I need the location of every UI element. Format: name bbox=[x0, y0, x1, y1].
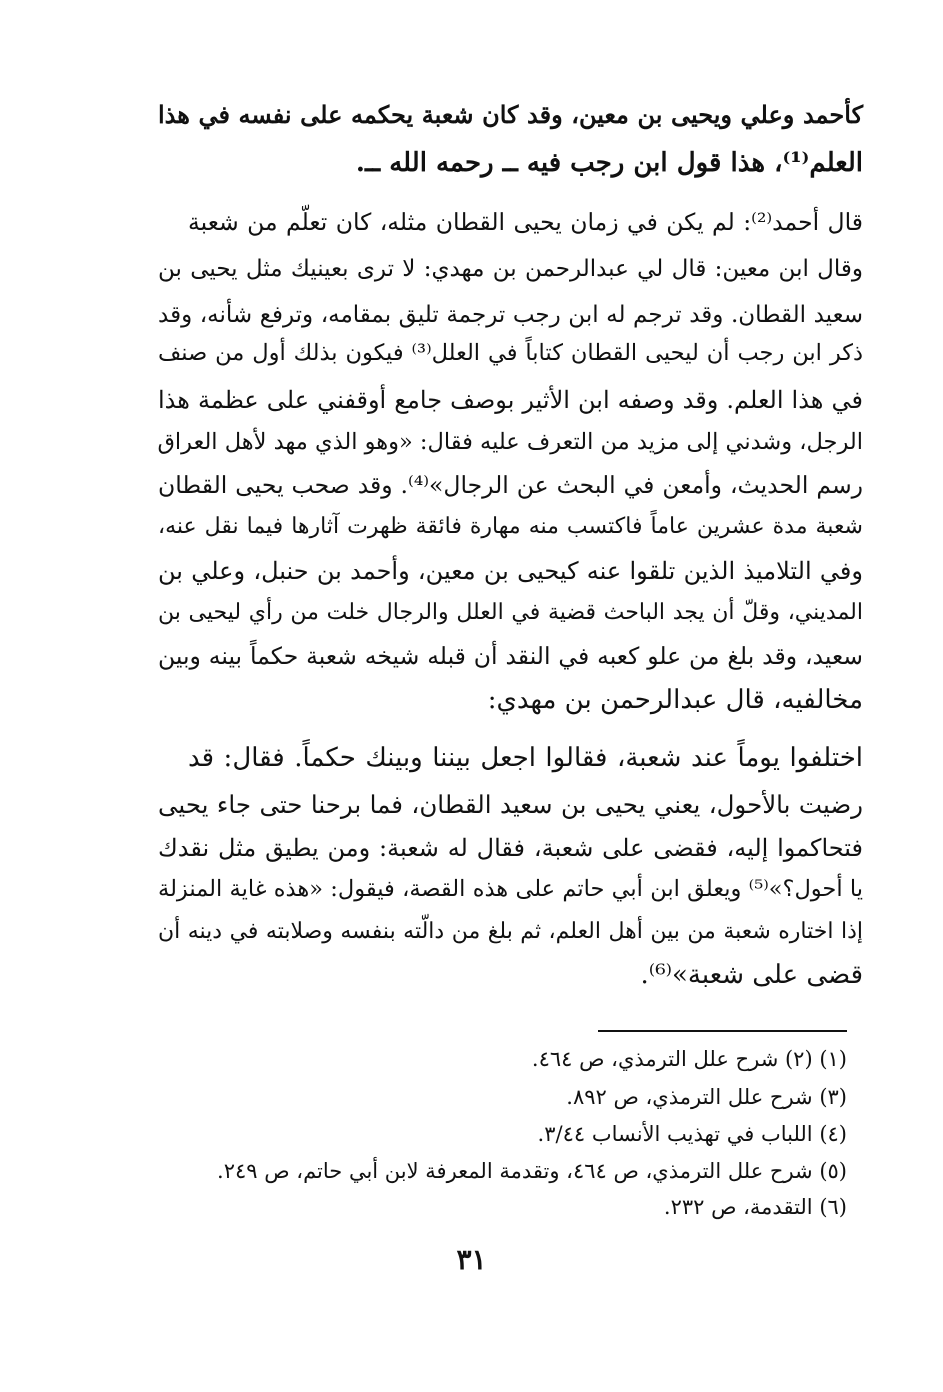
footnote: (٦) التقدمة، ص ٢٣٢. bbox=[663, 1195, 847, 1219]
body-line: مخالفيه، قال عبدالرحمن بن مهدي: bbox=[487, 685, 863, 715]
footnote-separator bbox=[598, 1030, 847, 1032]
body-line: وفي التلاميذ الذين تلقوا عنه كيحيى بن معين، وأحمد بن حنبل، وعلي بن bbox=[158, 557, 863, 585]
body-line: يا أحول؟»⁽⁵⁾ ويعلق ابن أبي حاتم على هذه القصة، فيقول: «هذه غاية المنزلة bbox=[158, 876, 863, 902]
footnote: (٣) شرح علل الترمذي، ص ٨٩٢. bbox=[566, 1085, 847, 1109]
body-line: رضيت بالأحول، يعني يحيى بن سعيد القطان، فما برحنا حتى جاء يحيى bbox=[158, 790, 863, 819]
body-line: قال أحمد⁽²⁾: لم يكن في زمان يحيى القطان مثله، كان تعلّم من شعبة bbox=[188, 208, 863, 236]
body-line: شعبة مدة عشرين عاماً فاكتسب منه مهارة فائقة ظهرت آثارها فيما نقل عنه، bbox=[158, 514, 863, 539]
footnote: (٤) اللباب في تهذيب الأنساب ٣/٤٤. bbox=[537, 1122, 847, 1146]
body-line: ذكر ابن رجب أن ليحيى القطان كتاباً في العلل⁽³⁾ فيكون بذلك أول من صنف bbox=[158, 340, 863, 366]
body-line: وقال ابن معين: قال لي عبدالرحمن بن مهدي: لا ترى بعينيك مثل يحيى بن bbox=[158, 256, 863, 282]
body-line: المديني، وقلّ أن يجد الباحث قضية في العلل والرجال خلت من رأي ليحيى بن bbox=[158, 600, 863, 625]
page-number: ٣١ bbox=[456, 1243, 487, 1276]
body-line: رسم الحديث، وأمعن في البحث عن الرجال»⁽⁴⁾. وقد صحب يحيى القطان bbox=[158, 471, 863, 499]
body-line: قضى على شعبة»⁽⁶⁾. bbox=[640, 960, 863, 990]
footnote: (٥) شرح علل الترمذي، ص ٤٦٤، وتقدمة المعرفة لابن أبي حاتم، ص ٢٤٩. bbox=[217, 1159, 847, 1183]
body-line: إذا اختاره شعبة من بين أهل العلم، ثم بلغ من دالّته بنفسه وصلابته في دينه أن bbox=[158, 919, 863, 944]
body-line: في هذا العلم. وقد وصفه ابن الأثير بوصف جامع أوقفني على عظمة هذا bbox=[158, 386, 863, 414]
body-line: العلم⁽¹⁾، هذا قول ابن رجب فيه ــ رحمه الله ــ. bbox=[355, 148, 863, 178]
body-line: سعيد، وقد بلغ من علو كعبه في النقد أن قبله شيخه شعبة حكماً بينه وبين bbox=[158, 642, 863, 670]
body-line: سعيد القطان. وقد ترجم له ابن رجب ترجمة تليق بمقامه، وترفع شأنه، وقد bbox=[158, 302, 863, 328]
body-line: كأحمد وعلي ويحيى بن معين، وقد كان شعبة يحكمه على نفسه في هذا bbox=[158, 100, 863, 129]
body-line: الرجل، وشدني إلى مزيد من التعرف عليه فقال: «وهو الذي مهد لأهل العراق bbox=[157, 429, 863, 455]
footnote: (١) (٢) شرح علل الترمذي، ص ٤٦٤. bbox=[531, 1047, 847, 1071]
body-line: فتحاكموا إليه، فقضى على شعبة، فقال له شعبة: ومن يطيق مثل نقدك bbox=[158, 834, 863, 862]
body-line: اختلفوا يوماً عند شعبة، فقالوا اجعل بيننا وبينك حكماً. فقال: قد bbox=[188, 743, 863, 773]
